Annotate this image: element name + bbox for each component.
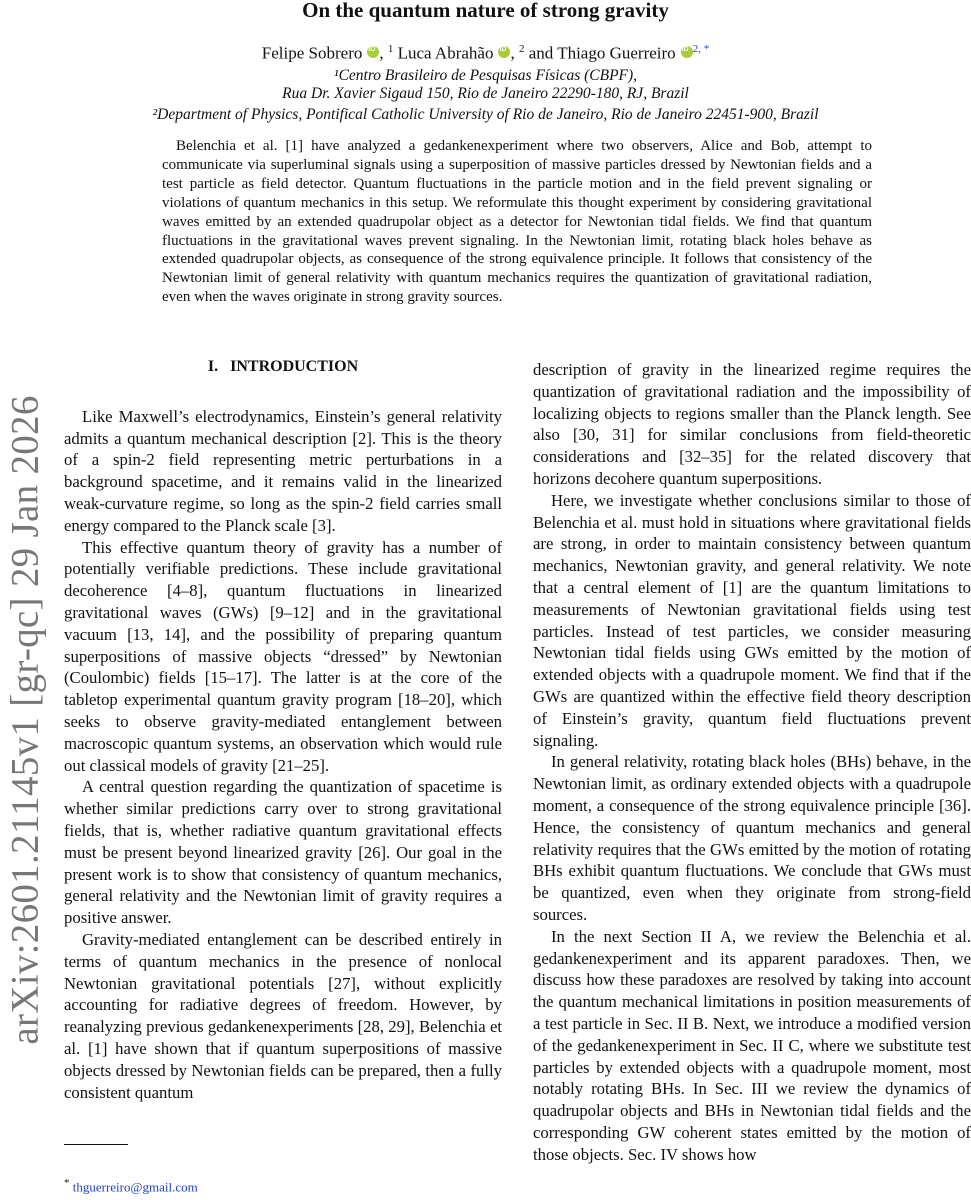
paragraph: This effective quantum theory of gravity has a number of potentially verifiable predictions. These include gravitational decoherence [4–8], quantum fluctuations in linearized gravitational waves (GWs) [9–12] and in the gravitational vacuum [13, 14], and the possibility of preparing quantum superpositions of massive objects “dressed” by Newtonian (Coulombic) fields [15–17]. The latter is at the core of the tabletop experimental quantum gravity program [18–20], which seeks to observe gravity-mediated entanglement between macroscopic quantum systems, an observation which would rule out classical models of gravity [21–25]. xyxy=(64,537,502,775)
author-name: Felipe Sobrero xyxy=(261,43,363,63)
footnote-mark: * xyxy=(64,1177,70,1189)
footnote-rule xyxy=(64,1144,128,1145)
arxiv-margin-stamp xyxy=(0,320,60,1120)
orcid-icon[interactable] xyxy=(498,46,510,58)
paper-title: On the quantum nature of strong gravity xyxy=(302,0,669,22)
section-heading: I. INTRODUCTION xyxy=(207,358,359,375)
author-name: Luca Abrahão xyxy=(397,43,494,63)
footnote xyxy=(64,1177,198,1195)
author-name: Thiago Guerreiro xyxy=(557,43,676,63)
author-affil-mark: 2 xyxy=(518,43,525,55)
paragraph: A central question regarding the quantization of spacetime is whether similar predictions carry over to strong gravitational fields, that is, whether radiative quantum gravitational effects must be present beyond linearized gravity [26]. Our goal in the present work is to show that consistency of quantum mechanics, general relativity and the Newtonian limit of gravity requires a positive answer. xyxy=(64,777,502,928)
author-affil-mark: 1 xyxy=(387,43,394,55)
affiliation-2: ²Department of Physics, Pontifical Catholic University of Rio de Janeiro, Rio de Janeiro 22451-900, Brazil xyxy=(152,106,819,123)
paragraph: description of gravity in the linearized regime requires the quantization of gravitational radiation and the impossibility of localizing objects to regions smaller than the Planck length. See also [30, 31] for similar conclusions from field-theoretic considerations and [32–35] for the related discovery that horizons decohere quantum superpositions. xyxy=(533,360,971,488)
right-column xyxy=(533,359,971,1165)
orcid-icon[interactable] xyxy=(681,46,693,58)
paragraph: Here, we investigate whether conclusions similar to those of Belenchia et al. must hold in situations where gravitational fields are strong, in order to maintain consistency between quantum mechanics, Newtonian gravity, and general relativity. We note that a central element of [1] are the quantum limitations to measurements of Newtonian gravitational fields using test particles. Instead of test particles, we consider measuring Newtonian tidal fields using GWs emitted by the motion of extended objects with a quadrupole moment. We find that if the GWs are quantized within the effective field theory description of Einstein’s gravity, quantum field fluctuations prevent signaling. xyxy=(533,490,971,750)
paragraph: In the next Section II A, we review the Belenchia et al. gedankenexperiment and its apparent paradoxes. Then, we discuss how these paradoxes are resolved by taking into account the quantum mechanical limitations in position measurements of a test particle in Sec. II B. Next, we introduce a modified version of the gedankenexperiment in Sec. II C, where we substitute test particles by extended objects with a quadrupole moment, most notably rotating BHs. In Sec. III we review the dynamics of quadrupolar objects and BHs in Newtonian tidal fields and the corresponding GW coherent states emitted by the motion of those objects. Sec. IV shows how xyxy=(533,926,971,1164)
paragraph: Like Maxwell’s electrodynamics, Einstein’s general relativity admits a quantum mechanical description [2]. This is the theory of a spin-2 field representing metric perturbations in a background spacetime, and it remains valid in the linearized weak-curvature regime, so long as the spin-2 field carries small energy compared to the Planck scale [3]. xyxy=(64,406,502,535)
paragraph: Gravity-mediated entanglement can be described entirely in terms of quantum mechanics in the presence of nonlocal Newtonian gravitational potentials [27], without explicitly accounting for radiative degrees of freedom. However, by reanalyzing previous gedankenexperiments [28, 29], Belenchia et al. [1] have shown that if quantum superpositions of massive objects dressed by Newtonian fields can be prepared, then a fully consistent quantum xyxy=(64,929,502,1102)
author-list: Felipe SobreroiD , $^1$ Luca AbrahãoiD , $^2$ and Thiago GuerreiroiD $^{2, *}$ xyxy=(0,43,971,64)
left-column xyxy=(64,356,502,1103)
abstract: Belenchia et al. [1] have analyzed a gedankenexperiment where two observers, Alice and Bob, attempt to communicate via superluminal signals using a superposition of massive particles dressed by Newtonian fields and a test particle as field detector. Quantum fluctuations in the particle motion and in the field prevent signaling or violations of quantum mechanics in this setup. We reformulate this thought experiment by considering gravitational waves emitted by an extended quadrupolar object as a detector for Newtonian tidal fields. We find that quantum fluctuations in the gravitational waves prevent signaling. In the Newtonian limit, rotating black holes behave as extended quadrupolar objects, as consequence of the strong equivalence principle. It follows that consistency of the Newtonian limit of general relativity with quantum mechanics requires the quantization of gravitational radiation, even when the waves originate in strong gravity sources. xyxy=(162,138,872,306)
arxiv-identifier: arXiv:2601.21145v1 [gr-qc] 29 Jan 2026 xyxy=(3,395,47,1045)
affiliation-1: ¹Centro Brasileiro de Pesquisas Físicas (CBPF), Rua Dr. Xavier Sigaud 150, Rio de Janeiro 22290-180, RJ, Brazil xyxy=(282,67,689,102)
paragraph: In general relativity, rotating black holes (BHs) behave, in the Newtonian limit, as ordinary extended objects with a quadrupole moment, a consequence of the strong equivalence principle [36]. Hence, the consistency of quantum mechanics and general relativity requires that the GWs emitted by the motion of rotating BHs exhibit quantum fluctuations. We conclude that GWs must be quantized, even when they originate from strong-field sources. xyxy=(533,752,971,924)
email-link[interactable]: thguerreiro@gmail.com xyxy=(72,1179,198,1195)
orcid-icon[interactable] xyxy=(367,46,379,58)
author-affil-mark[interactable]: 2, * xyxy=(692,43,710,55)
